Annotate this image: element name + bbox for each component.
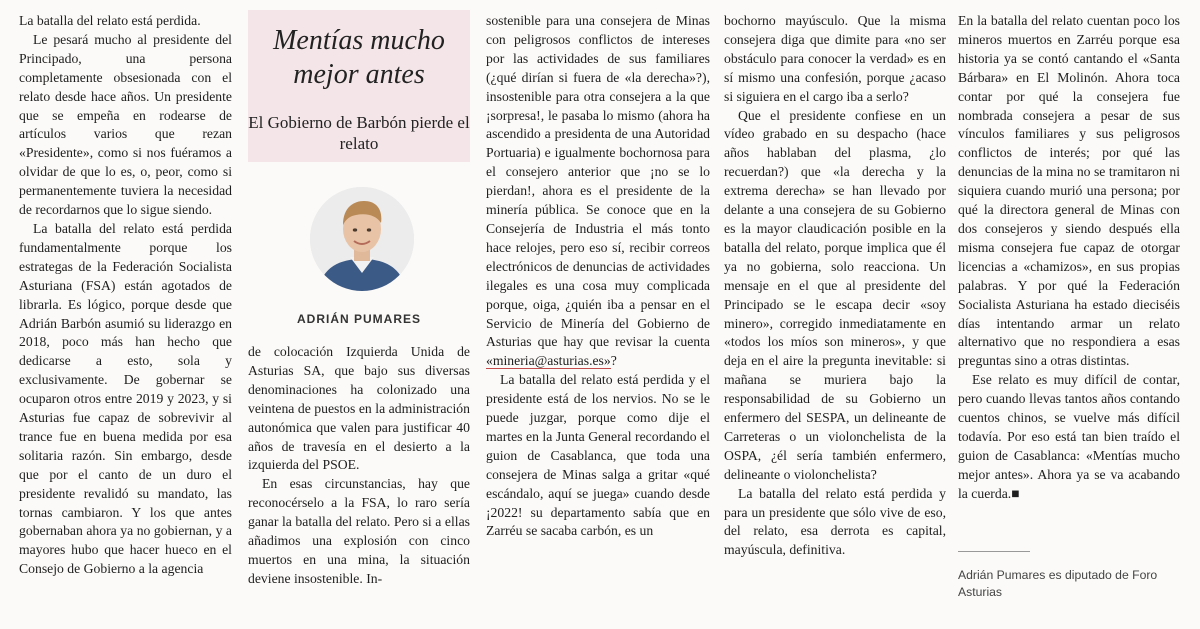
paragraph: Que el presidente confiese en un vídeo grabado en su despacho (hace años hablaban del plasma, ¿lo recuerdan?) que «la derecha y la extrema derecha» se han llevado por delante a una consejera de su Gobierno es la mayor claudicación posible en la batalla del relato, porque implica que él ya no gobierna, solo reacciona. Un mensaje en el que al presidente del Principado se le escapa decir «soy minero», corregido inmediatamente en «todos los míos son mineros», y que deja en el aire la pregunta inevitable: si mañana se muriera bajo la responsabilidad de su Gobierno un enfermero del SESPA, un delineante de Carreteras o un violonchelista de la OSPA, ¿él sería también enfermero, delineante o violonchelista? bbox=[724, 107, 946, 482]
author-name: ADRIÁN PUMARES bbox=[296, 312, 421, 326]
paragraph: La batalla del relato está perdida fundamentalmente porque los estrategas de la Federación Socialista Asturiana (FSA) están agotados de librarla. Es lógico, porque desde que Adrián Barbón asumió su liderazgo en 2018, poco más han hecho que dedicarse a esto, sola y exclusivamente. De gobernar se ocuparon otros entre 2019 y 2023, y si Asturias fue capaz de sobrevivir al trance fue en buena medida por esa solitaria razón. Sin embargo, desde que por el canto de un duro el presidente revalidó su mandato, las tornas cambiaron. Y los que antes gobernaban ahora ya no gobiernan, y a mayores hubo que hacer hueco en el Consejo de Gobierno a la agencia bbox=[19, 220, 232, 577]
author-photo bbox=[310, 187, 414, 291]
byline-divider bbox=[958, 551, 1030, 552]
paragraph: bochorno mayúsculo. Que la misma consejera diga que dimite para «no ser obstáculo para conocer la verdad» es en sí mismo una confesión, porque ¿acaso si siguiera en el cargo iba a serlo? bbox=[724, 13, 946, 104]
question-mark: ? bbox=[610, 353, 617, 369]
paragraph-text: Ese relato es muy difícil de contar, pero cuando llevas tantos años contando cuentos chinos, se vuelve más difícil todavía. Por eso está tan bien traído el guion de Casablanca: «Mentías mucho mejor antes». Ahora ya se va acabando la cuerda. bbox=[958, 372, 1180, 501]
paragraph bbox=[958, 371, 1180, 503]
author-bio: Adrián Pumares es diputado de Foro Asturias bbox=[958, 568, 1158, 599]
article-column-5 bbox=[958, 12, 1180, 504]
paragraph: En la batalla del relato cuentan poco los mineros muertos en Zarréu porque esa historia ya se contó cantando el «Santa Bárbara» en El Molinón. Ahora toca contar por qué la consejera fue nombrada consejera a pesar de sus vínculos familiares y sus peligrosos conflictos de interés; por qué las denuncias de la mina no se tramitaron ni siquiera cuando murió una persona; por qué la directora general de Minas con dos consejeros y siendo después ella misma consejera fue capaz de otorgar licencias a «chamizos», en sus propias palabras. Y por qué la Federación Socialista Asturiana ha estado dieciséis días intentando armar un relato alternativo que no respondiera a esas preguntas sino a otras distintas. bbox=[958, 13, 1180, 369]
headline: Mentías mucho mejor antes bbox=[273, 25, 445, 90]
article-column-1 bbox=[19, 12, 232, 579]
headline-box bbox=[248, 10, 470, 162]
paragraph: La batalla del relato está perdida. bbox=[19, 13, 201, 28]
article-column-4 bbox=[724, 12, 946, 560]
paragraph bbox=[486, 12, 710, 371]
paragraph: La batalla del relato está perdida y el presidente está de los nervios. No se le puede juzgar, porque como dije el martes en la Junta General recordando el guion de Casablanca, que toda una consejera de Minas salga a gritar «qué escándalo, aquí se juega» cuando desde ¡2022! su departamento sabía que en Zarréu se sacaba carbón, es un bbox=[486, 372, 710, 539]
article-column-3 bbox=[486, 12, 710, 541]
article-column-2 bbox=[248, 343, 470, 589]
paragraph: En esas circunstancias, hay que reconocérselo a la FSA, lo raro sería ganar la batalla del relato. Pero si a ellas añadimos una explosión con cinco muertos en una mina, la situación deviene insostenible. In- bbox=[248, 476, 470, 586]
paragraph-text: sostenible para una consejera de Minas con peligrosos conflictos de intereses por las actividades de sus familiares (¿qué dirían si fuera de «la derecha»?), insostenible para otra consejera a la que ¡sorpresa!, le pasaba lo mismo (ahora ha ascendido a presidenta de una Autoridad Portuaria) e igualmente bochornosa para el consejero anterior que ¡no se lo pierdan!, ahora es el presidente de la minería pública. Se conoce que en la Consejería de Industria el más tonto hace relojes, pero eso sí, recibir correos electrónicos de denuncias de actividades ilegales es una cosa muy complicada porque, oiga, ¿quién iba a pensar en el Servicio de Minería del Gobierno de Asturias que hay que revisar la cuenta bbox=[486, 13, 710, 350]
paragraph: de colocación Izquierda Unida de Asturias SA, que bajo sus diversas denominaciones ha colonizado una veintena de puestos en la administración autonómica que valen para justificar 40 años de travesía en el desierto a la izquierda del PSOE. bbox=[248, 344, 470, 473]
email-address: «mineria@asturias.es» bbox=[486, 353, 611, 369]
paragraph: Le pesará mucho al presidente del Principado, una persona completamente obsesionada con el relato desde hace años. Un presidente que se empeña en rodearse de artículos varios que rezan «Presidente», como si nos fuéramos a olvidar de que lo es, o, peor, como si permanentemente tuviera la necesidad de recordarnos que lo sigue siendo. bbox=[19, 31, 232, 218]
subheadline: El Gobierno de Barbón pierde el relato bbox=[248, 113, 470, 153]
paragraph: La batalla del relato está perdida y para un presidente que sólo vive de eso, del relato, esa derrota es capital, mayúscula, definitiva. bbox=[724, 485, 946, 558]
end-mark: ■ bbox=[1011, 485, 1020, 501]
